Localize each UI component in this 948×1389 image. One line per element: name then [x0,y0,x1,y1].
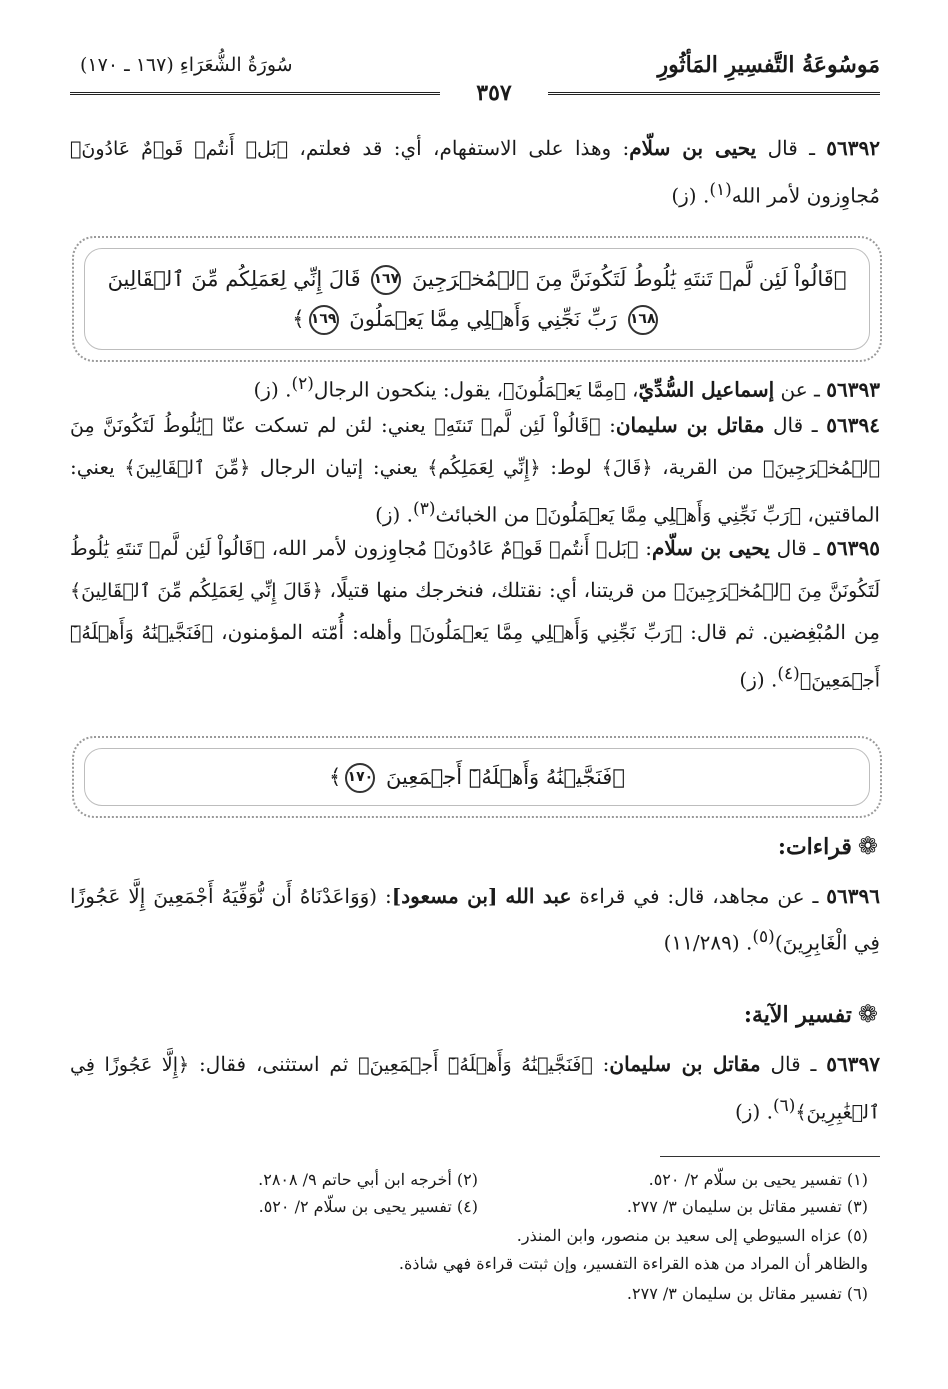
header-rule-left [70,92,440,95]
text-segment: ـ عن [774,377,827,402]
narration-56395 [70,528,880,702]
quran-quote: ﴿مِمَّا يَعۡمَلُونَ﴾ [502,379,626,402]
footnote-2: (٢) أخرجه ابن أبي حاتم ٩/ ٢٨٠٨. [258,1170,478,1189]
section-heading-tafsir [744,1000,878,1028]
text-segment: : وهذا على الاستفهام، أي: قد فعلتم، [288,136,630,160]
bracket-addition: [بن مسعود] [391,884,498,908]
text-segment: . (ز) [375,502,414,527]
text-segment: ـ قال [756,136,827,160]
footnote-4: (٤) تفسير يحيى بن سلّام ٢/ ٥٢٠. [258,1197,478,1216]
text-segment: : [638,536,652,560]
footnote-ref: (٢) [291,374,314,394]
text-segment: مُجاوِزون لأمر الله، [264,536,434,560]
quran-quote: ﴿قَالَ إِنِّي لِعَمَلِكُم مِّنَ ٱلۡقَالِينَ﴾ [70,580,323,602]
text-segment: . (ز) [735,1099,773,1124]
text-segment: ـ قال [764,413,827,437]
quran-quote: ﴿رَبِّ نَجِّنِي وَأَهۡلِي مِمَّا يَعۡمَلُونَ﴾ [410,622,683,644]
text-segment: . (ز) [671,183,710,208]
text-segment: . (١١/٢٨٩) [663,930,753,955]
text-segment: ثم استثنى، فقال: [189,1052,359,1076]
section-title: قراءات: [777,834,852,860]
narrator-name: إسماعيل السُّدِّيّ [638,377,775,402]
quran-quote: ﴿يَٰلُوطُ لَتَكُونَنَّ مِنَ ٱلۡمُخۡرَجِينَ﴾ [70,415,881,479]
quran-quote: ﴿بَلۡ أَنتُمۡ قَوۡمٌ عَادُونَ﴾ [70,138,289,160]
narration-number: ٥٦٣٩٧ [826,1052,880,1076]
narration-number: ٥٦٣٩٣ [826,377,880,402]
quran-quote: ﴿قَالُواْ لَئِن لَّمۡ تَنتَهِ يَٰلُوطُ لَتَكُونَنَّ مِنَ ٱلۡمُخۡرَجِينَ﴾ [70,538,880,602]
quran-quote: ﴿قَالُواْ لَئِن لَّمۡ تَنتَهِ﴾ [434,415,601,437]
footnote-1: (١) تفسير يحيى بن سلّام ٢/ ٥٢٠. [648,1170,868,1189]
quran-quote: ﴿فَنَجَّيۡنَٰهُ وَأَهۡلَهُۥٓ أَجۡمَعِينَ﴾ [358,1054,593,1076]
text-segment: : [592,1052,610,1076]
quran-quote: ﴿رَبِّ نَجِّنِي وَأَهۡلِي مِمَّا يَعۡمَلُونَ﴾ [536,504,802,527]
narration-56394 [70,405,880,537]
ayah-marker-167: ١٦٧ [371,265,401,295]
header-rule-right [548,92,880,95]
flower-icon: ❁ [857,1000,878,1028]
quran-quote: ﴿إِلَّا عَجُوزًا فِي ٱلۡغَٰبِرِينَ﴾ [70,1054,880,1124]
text-segment: من القرية، [652,455,763,479]
narrator-name: عبد الله [505,884,572,908]
text-segment: وأهله: أُمّته المؤمنون، [213,620,411,644]
page-number: ٣٥٧ [454,80,534,106]
verse-box-170 [72,736,882,818]
footnote-ref: (٤) [777,664,800,684]
flower-icon: ❁ [857,832,878,860]
verse-segment: ﴿فَنَجَّيۡنَٰهُ وَأَهۡلَهُۥٓ أَجۡمَعِينَ [386,765,625,789]
narrator-name: يحيى بن سلّام [629,136,757,160]
footnote-ref: (٦) [772,1096,796,1116]
text-segment: مُجاوِزون لأمر الله [731,183,880,208]
quran-quote: ﴿إِنِّي لِعَمَلِكُم﴾ [427,457,541,479]
verse-segment: ﴿قَالُواْ لَئِن لَّمۡ تَنتَهِ يَٰلُوطُ لَتَكُونَنَّ مِنَ ٱلۡمُخۡرَجِينَ [412,267,847,291]
page-header [70,52,880,106]
text-segment: يعني: إتيان الرجال [250,455,428,479]
verse-bracket: ﴾ [329,765,342,789]
text-segment: يعني: الماقتين، [70,455,880,527]
book-title: مَوسُوعَةُ التَّفسِيرِ المَأثُورِ [657,52,880,78]
verse-bracket: ﴾ [292,307,305,331]
footnote-3: (٣) تفسير مقاتل بن سليمان ٣/ ٢٧٧. [626,1197,868,1216]
verse-text [84,748,870,806]
section-heading-readings [778,832,878,860]
text-segment: : (وَوَاعَدْنَاهُ أَن نُّوَفِّيَهُ أَجْمَعِينَ إِلَّا عَجُوزًا فِي الْغَابِرِينَ) [70,884,880,955]
verse-box-167-169 [72,236,882,362]
quran-quote: ﴿بَلۡ أَنتُمۡ قَوۡمٌ عَادُونَ﴾ [433,538,639,560]
narrator-name: مقاتل بن سليمان [609,1052,761,1076]
text-segment: . (ز) [253,377,292,402]
narration-56392 [70,128,880,217]
narration-number: ٥٦٣٩٥ [826,536,880,560]
quran-quote: ﴿قَالَ﴾ [601,457,653,479]
narration-number: ٥٦٣٩٢ [826,136,880,160]
text-segment: . (ز) [739,667,778,692]
text-segment: لوط: [540,455,602,479]
text-segment: من قريتنا، أي: نقتلك، فنخرجك منها قتيلًا، [322,578,674,602]
text-segment: : [600,413,616,437]
text-segment: ـ قال [769,536,827,560]
narration-56396 [70,876,880,964]
ayah-marker-168: ١٦٨ [628,305,658,335]
text-segment: ـ قال [760,1052,827,1076]
text-segment: من الخبائث [435,502,537,527]
footnote-ref: (٥) [752,927,775,947]
footnote-5: (٥) عزاه السيوطي إلى سعيد بن منصور، وابن المنذر. [516,1226,868,1245]
text-segment: ـ عن مجاهد، قال: في قراءة [571,884,827,908]
footnote-6: (٦) تفسير مقاتل بن سليمان ٣/ ٢٧٧. [626,1284,868,1303]
text-segment: ، [625,377,639,402]
quran-quote: ﴿فَنَجَّيۡنَٰهُ وَأَهۡلَهُۥٓ أَجۡمَعِينَ﴾ [70,622,880,692]
text-segment: يعني: لئن لم تسكت عنّا [213,413,435,437]
quran-quote: ﴿مِّنَ ٱلۡقَالِينَ﴾ [124,457,251,479]
narration-number: ٥٦٣٩٦ [826,884,881,908]
footnote-ref: (٣) [413,499,436,519]
verse-segment: رَبِّ نَجِّنِي وَأَهۡلِي مِمَّا يَعۡمَلُونَ [349,307,617,331]
footnote-5-note: والظاهر أن المراد من هذه القراءة التفسير، وإن ثبتت قراءة فهي شاذة. [398,1254,868,1273]
narrator-name: مقاتل بن سليمان [615,413,765,437]
narration-56397 [70,1044,880,1134]
footnote-separator [660,1156,880,1157]
surah-range: سُورَةُ الشُّعَرَاءِ (١٦٧ ـ ١٧٠) [80,54,293,76]
section-title: تفسير الآية: [743,1002,852,1028]
verse-text [84,248,870,350]
text-segment: ، يقول: ينكحون الرجال [313,377,503,402]
footnote-ref: (١) [709,180,732,200]
ayah-marker-169: ١٦٩ [309,305,339,335]
narration-number: ٥٦٣٩٤ [826,413,880,437]
verse-segment: قَالَ إِنِّي لِعَمَلِكُم مِّنَ ٱلۡقَالِينَ [107,267,361,291]
ayah-marker-170: ١٧٠ [345,763,375,793]
text-segment: مِن المُبْغِضين. ثم قال: [682,620,880,644]
narrator-name: يحيى بن سلّام [651,536,770,560]
